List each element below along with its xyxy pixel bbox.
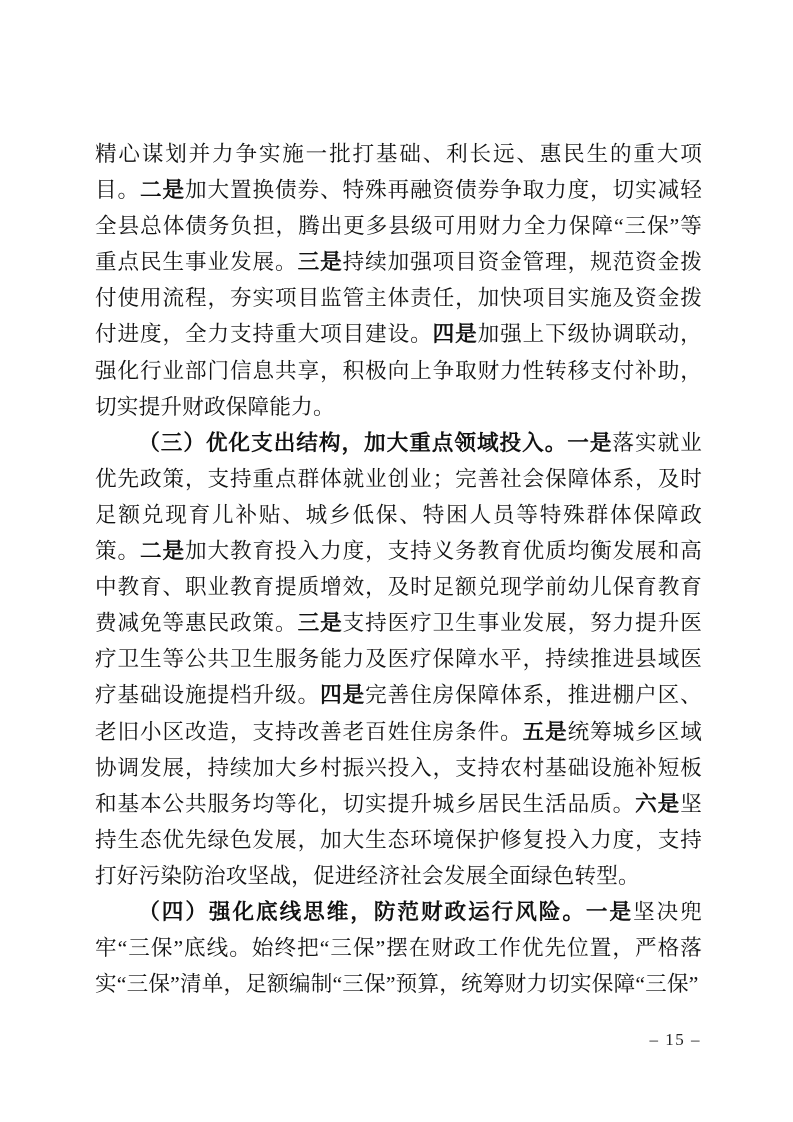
text-run: 落实就业优先政策，支持重点群体就业创业；完善社会保障体系，及时足额兑现育儿补贴、城乡低保、特困人员等特殊群体保障政策。 [95,430,702,564]
text-run: 统筹城乡区域协调发展，持续加大乡村振兴投入，支持农村基础设施补短板和基本公共服务均等化，切实提升城乡居民生活品质。 [95,719,702,816]
page-number: – 15 – [649,1030,701,1049]
emphasis-run: 二是 [140,539,186,564]
emphasis-run: 三是 [297,250,343,275]
text-run: 加强上下级协调联动，强化行业部门信息共享，积极向上争取财力性转移支付补助，切实提升财政保障能力。 [95,322,702,419]
emphasis-run: 五是 [522,719,568,744]
emphasis-run: 四是 [320,683,366,708]
text-run: 完善住房保障体系，推进棚户区、老旧小区改造，支持改善老百姓住房条件。 [95,683,702,744]
text-run: 坚持生态优先绿色发展，加大生态环境保护修复投入力度，支持打好污染防治攻坚战，促进经济社会发展全面绿色转型。 [95,791,702,888]
text-run: 精心谋划并力争实施一批打基础、利长远、惠民生的重大项目。 [95,142,702,203]
document-body [95,136,702,1002]
emphasis-run: 六是 [635,791,681,816]
paragraph [95,136,702,425]
paragraph [95,425,702,894]
emphasis-run: （四）强化底线思维，防范财政运行风险。一是 [138,899,634,924]
text-run: 加大教育投入力度，支持义务教育优质均衡发展和高中教育、职业教育提质增效，及时足额兑现学前幼儿保育教育费减免等惠民政策。 [95,539,702,636]
emphasis-run: 二是 [140,178,186,203]
text-run: 加大置换债券、特殊再融资债券争取力度，切实减轻全县总体债务负担，腾出更多县级可用财力全力保障“三保”等重点民生事业发展。 [95,178,702,275]
text-run: 持续加强项目资金管理，规范资金拨付使用流程，夯实项目监管主体责任，加快项目实施及资金拨付进度，全力支持重大项目建设。 [95,250,702,347]
emphasis-run: 三是 [297,611,343,636]
paragraph [95,894,702,1002]
emphasis-run: （三）优化支出结构，加大重点领域投入。一是 [138,430,613,455]
text-run: 坚决兜牢“三保”底线。始终把“三保”摆在财政工作优先位置，严格落实“三保”清单，足额编制“三保”预算，统筹财力切实保障“三保” [95,899,703,997]
emphasis-run: 四是 [432,322,478,347]
text-run: 支持医疗卫生事业发展，努力提升医疗卫生等公共卫生服务能力及医疗保障水平，持续推进县域医疗基础设施提档升级。 [95,611,702,708]
